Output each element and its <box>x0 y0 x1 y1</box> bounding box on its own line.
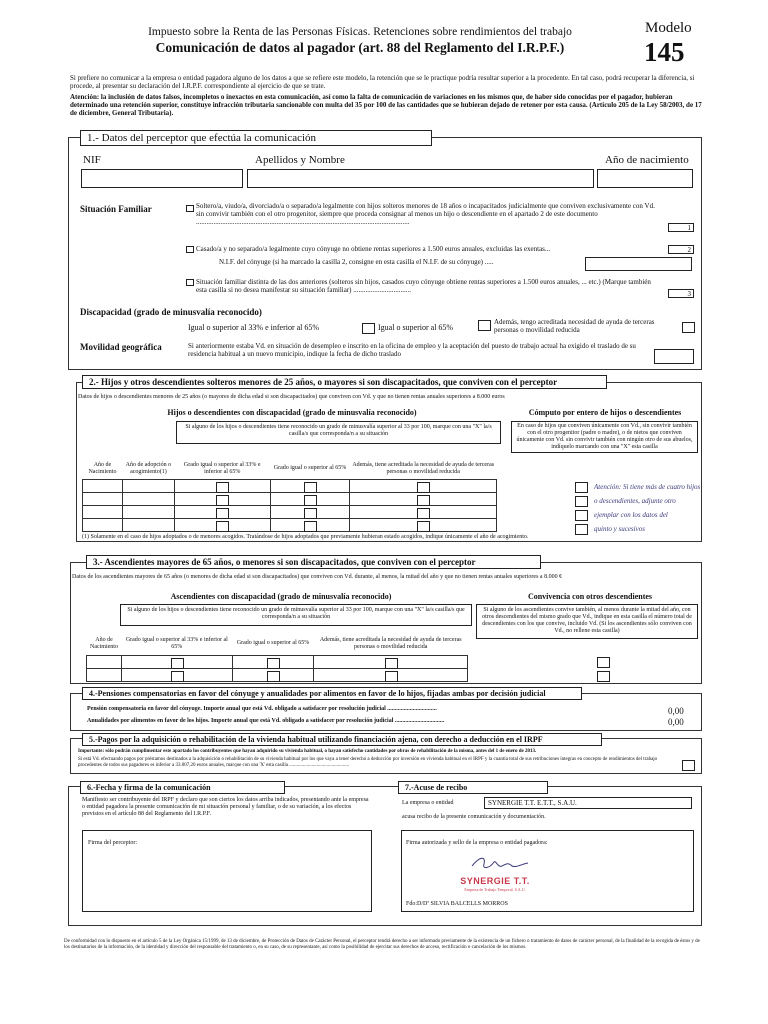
s2-left-sub: Si alguno de los hijos o descendientes tiene reconocido un grado de minusvalía superior al 33 por 100, marque con una "X" la/s casilla/s que corresponda/n a su situación <box>176 421 501 444</box>
firma-perceptor-label: Firma del perceptor: <box>88 840 137 846</box>
checkbox-disc1[interactable] <box>362 323 375 334</box>
s2-cell[interactable] <box>122 492 174 505</box>
checkbox-opt3[interactable] <box>186 279 194 286</box>
disc3-text: Además, tengo acreditada necesidad de ayuda de terceras personas o movilidad reducida <box>494 318 655 334</box>
s2-row <box>83 505 497 518</box>
s4-val1[interactable]: 0,00 <box>668 706 684 716</box>
section-6-title: 6.-Fecha y firma de la comunicación <box>80 781 285 794</box>
casilla-3[interactable]: 3 <box>668 289 694 298</box>
s3-check[interactable] <box>385 671 398 682</box>
nif-field[interactable] <box>81 169 243 188</box>
s2-cell[interactable] <box>83 505 123 518</box>
s7-acusa: acusa recibo de la presente comunicación y documentación. <box>402 814 546 820</box>
checkbox-opt2[interactable] <box>186 246 194 253</box>
s2-col3-header: Grado igual o superior al 33% e inferior al 65% <box>183 461 261 475</box>
s2-check[interactable] <box>417 495 430 506</box>
s2-cell[interactable] <box>83 518 123 531</box>
casilla-2[interactable]: 2 <box>668 245 694 254</box>
s3-col2-header: Grado igual o superior al 33% e inferior al 65% <box>125 636 228 650</box>
nif-label: NIF <box>83 154 101 166</box>
s2-check[interactable] <box>417 482 430 493</box>
section-2-title: 2.- Hijos y otros descendientes solteros menores de 25 años, o mayores si son discapacitados, que conviven con el perceptor <box>82 375 607 389</box>
page-title: Comunicación de datos al pagador (art. 88 del Reglamento del I.R.P.F.) <box>155 40 565 55</box>
s3-check[interactable] <box>171 671 184 682</box>
s2-check[interactable] <box>304 521 317 532</box>
s2-cell[interactable] <box>122 518 174 531</box>
checkbox-vivienda[interactable] <box>682 760 695 771</box>
modelo-number: 145 <box>644 37 685 67</box>
s2-cell[interactable] <box>122 479 174 492</box>
opt2-text: Casado/a y no separado/a legalmente cuyo cónyuge no obtiene rentas superiores a 1.500 euros anuales, excluidas las exentas... <box>196 245 551 253</box>
s2-cell[interactable] <box>83 492 123 505</box>
s7-empresa-field[interactable]: SYNERGIE T.T. E.T.T., S.A.U. <box>484 797 692 809</box>
s7-empresa-label: La empresa o entidad <box>402 800 454 806</box>
opt3-text: Situación familiar distinta de las dos anteriores (solteros sin hijos, casados cuyo cónyuge obtiene rentas superiores a 1.500 euros anuales, ... etc.) (Marque también esta casilla si no desea manifestar su situación familiar) ................................. <box>196 278 651 294</box>
movilidad-text: Si anteriormente estaba Vd. en situación de desempleo e inscrito en la oficina de empleo y la aceptación del puesto de trabajo actual ha exigido el traslado de su residencia habitual a un nuevo municipio, indique la fecha de dicho traslado <box>188 342 636 358</box>
s2-left-title: Hijos o descendientes con discapacidad (grado de minusvalía reconocido) <box>167 408 417 417</box>
firma-empresa-label: Firma autorizada y sello de la empresa o entidad pagadora: <box>406 840 548 846</box>
casilla-1[interactable]: 1 <box>668 223 694 232</box>
header-line1: Impuesto sobre la Renta de las Personas Físicas. Retenciones sobre rendimientos del trabajo <box>148 26 572 38</box>
s3-check[interactable] <box>385 658 398 669</box>
s2-row <box>83 479 497 492</box>
s2-check[interactable] <box>304 495 317 506</box>
s6-text: Manifiesto ser contribuyente del IRPF y declaro que son ciertos los datos arriba indicados, presentando ante la empresa o entidad pagadora la presente comunicación de mi situación personal y familiar, o de su variación, a los efectos previstos en el artículo 88 del Reglamento del I.R.P.F. <box>82 797 369 817</box>
s2-check[interactable] <box>417 521 430 532</box>
disc2-text: Igual o superior al 65% <box>378 323 454 332</box>
s3-check[interactable] <box>267 658 280 669</box>
s3-left-title: Ascendientes con discapacidad (grado de minusvalía reconocido) <box>170 592 392 601</box>
handwritten-note <box>594 480 700 536</box>
checkbox-disc3[interactable] <box>682 322 695 333</box>
checkbox-opt1[interactable] <box>186 205 194 212</box>
s2-col5-header: Además, tiene acreditada la necesidad de ayuda de terceras personas o movilidad reducida <box>352 461 495 475</box>
s2-row <box>83 492 497 505</box>
s3-row <box>87 668 468 681</box>
opt2b-text: N.I.F. del cónyuge (si ha marcado la casilla 2, consigne en esta casilla el N.I.F. de su cónyuge) ..... <box>219 258 494 266</box>
s2-right-check-3[interactable] <box>575 510 588 521</box>
s2-check[interactable] <box>304 508 317 519</box>
s2-check[interactable] <box>417 508 430 519</box>
section-5-title: 5.-Pagos por la adquisición o rehabilitación de la vivienda habitual utilizando financiación ajena, con derecho a deducción en el IRPF <box>82 733 602 746</box>
s2-row <box>83 518 497 531</box>
s3-right-check-1[interactable] <box>597 657 610 668</box>
apellidos-field[interactable] <box>247 169 594 188</box>
hand-line-4: quinto y sucesivos <box>594 525 645 533</box>
s2-col1-header: Año de Nacimiento <box>88 461 117 475</box>
s5-important: Importante: sólo podrán cumplimentar este apartado los contribuyentes que hayan adquirido su vivienda habitual, o hayan satisfecho cantidades por obras de rehabilitación de la misma, antes del 1 de enero de 2013. <box>78 749 537 754</box>
s3-check[interactable] <box>171 658 184 669</box>
nif-conyuge-field[interactable] <box>585 257 692 271</box>
section-7-title: 7.-Acuse de recibo <box>398 781 548 794</box>
s2-check[interactable] <box>216 495 229 506</box>
s2-right-sub: En caso de hijos que conviven únicamente con Vd., sin convivir también con el otro progenitor (padre o madre), o de nietos que conviven únicamente con Vd. sin convivir también con ningún otro de sus abuelos, indíquelo marcando con una "X" esta casilla <box>511 421 698 453</box>
s2-right-check-1[interactable] <box>575 482 588 493</box>
s3-table <box>86 633 468 682</box>
anio-label: Año de nacimiento <box>605 154 689 166</box>
signature-mark <box>470 854 530 872</box>
disc1-text: Igual o superior al 33% e inferior al 65% <box>188 323 320 332</box>
stamp-name: SYNERGIE T.T. <box>460 876 530 886</box>
apellidos-label: Apellidos y Nombre <box>255 154 345 166</box>
hand-line-2: o descendientes, adjunte otro <box>594 497 676 505</box>
checkbox-disc2[interactable] <box>478 320 491 331</box>
footer-legal: De conformidad con lo dispuesto en el artículo 5 de la Ley Orgánica 15/1999, de 13 de diciembre, de Protección de Datos de Carácter Personal, el perceptor tendrá derecho a ser informado previamente de la existencia de un fichero o tratamiento de datos de carácter personal, de la finalidad de la recogida de éstos y de los destinatarios de la información, de la identidad y dirección del responsable del tratamiento o, en su caso, de su representante, así como la posibilidad de ejercitar sus derechos de acceso, rectificación o cancelación de los mismos. <box>64 939 700 951</box>
s4-val2[interactable]: 0,00 <box>668 717 684 727</box>
s3-cell[interactable] <box>87 655 122 668</box>
s3-cell[interactable] <box>87 668 122 681</box>
opt1-text: Soltero/a, viudo/a, divorciado/a o separado/a legalmente con hijos solteros menores de 18 años o incapacitados judicialmente que conviven exclusivamente con Vd. sin convivir también con el otro progenitor, siempre que proceda consignar al menos un hijo o descendiente en el apartado 2 de este documento .......................................................................................................................... <box>196 202 655 226</box>
s3-check[interactable] <box>267 671 280 682</box>
s3-col3-header: Grado igual o superior al 65% <box>236 640 310 647</box>
s2-col2-header: Año de adopción o acogimiento(1) <box>125 461 172 475</box>
discapacidad-label: Discapacidad (grado de minusvalía reconocido) <box>80 307 262 317</box>
s2-right-title: Cómputo por entero de hijos o descendientes <box>528 408 682 417</box>
section-4-title: 4.-Pensiones compensatorias en favor del cónyuge y anualidades por alimentos en favor de lo hijos, fijadas ambas por decisión judicial <box>82 687 582 700</box>
s7-fdo: Fdo:D/Dª SILVIA BALCELLS MORROS <box>406 901 508 907</box>
s2-footnote: (1) Solamente en el caso de hijos adoptados o de menores acogidos. Tratándose de hijos adoptados que previamente hubieran estado acogidos, indique únicamente el año de acogimiento. <box>82 534 529 540</box>
s3-right-sub: Si alguno de los ascendientes convive también, al menos durante la mitad del año, con otros descendientes del mismo grado que Vd., indique en esta casilla el número total de descendientes con los que convive, incluido Vd. (Si los ascendientes sólo conviven con Vd., no rellene esta casilla) <box>476 604 698 639</box>
section-1-title: 1.- Datos del perceptor que efectúa la comunicación <box>80 130 432 146</box>
s2-check[interactable] <box>216 482 229 493</box>
section-3-intro: Datos de los ascendientes mayores de 65 años (o menores de dicha edad si son discapacitados) que conviven con Vd. durante, al menos, la mitad del año y que no tienen rentas anuales superiores a 8.000 € <box>72 574 563 580</box>
s5-text: Si está Vd. efectuando pagos por préstamos destinados a la adquisición o rehabilitación de su vivienda habitual por los que vaya a tener derecho a deducción por inversión en vivienda habitual en el IRPF y la cuantía total de sus retribuciones íntegras en concepto de rendimientos del trabajo procedentes de todos sus pagadores es inferior a 33.007,20 euros anuales, marque con una 'X' esta casilla ................................................ <box>78 757 658 768</box>
hand-line-3: ejemplar con los datos del <box>594 511 668 519</box>
s2-check[interactable] <box>216 521 229 532</box>
modelo-label: Modelo <box>645 20 692 36</box>
fecha-traslado-field[interactable] <box>654 349 694 364</box>
s2-check[interactable] <box>216 508 229 519</box>
intro-paragraph: Si prefiere no comunicar a la empresa o entidad pagadora alguno de los datos a que se refiere este modelo, la retención que se le practique podría resultar superior a la procedente. En tal caso, podrá recuperar la diferencia, si procede, al presentar su declaración del I.R.P.F. correspondiente al ejercicio de que se trate. <box>70 74 695 90</box>
s3-right-check-2[interactable] <box>597 671 610 682</box>
hand-line-1: Atención: Si tiene más de cuatro hijos <box>594 483 701 491</box>
intro-warning: Atención: la inclusión de datos falsos, incompletos o inexactos en esta comunicación, así como la falta de comunicación de variaciones en los mismos que, de haber sido conocidas por el pagador, hubieran determinado una retención superior, constituye infracción tributaria sancionable con multa del 35 por 100 de las cantidades que se hubieran dejado de retener por esta causa. (Artículo 205 de la Ley 58/2003, de 17 de diciembre, General Tributaria). <box>70 93 702 117</box>
s4-line2: Anualidades por alimentos en favor de los hijos. Importe anual que está Vd. obligado a satisfacer por resolución judicial ................................. <box>87 718 445 724</box>
s3-right-title: Convivencia con otros descendientes <box>527 592 653 601</box>
s3-col1-header: Año de Nacimiento <box>89 636 118 650</box>
s2-cell[interactable] <box>83 479 123 492</box>
situacion-label: Situación Familiar <box>80 204 152 214</box>
section-2-intro: Datos de hijos o descendientes menores de 25 años (o mayores de dicha edad si son discapacitados) que conviven con Vd. y que no tienen rentas anuales superiores a 8.000 euros <box>78 394 505 400</box>
s3-left-sub: Si alguno de los hijos o descendientes tiene reconocido un grado de minusvalía superior al 33 por 100, marque con una "X" la/s casilla/s que corresponda/n a su situación <box>120 604 472 626</box>
s3-col4-header: Además, tiene acreditada la necesidad de ayuda de terceras personas o movilidad reducida <box>319 636 462 650</box>
s2-col4-header: Grado igual o superior al 65% <box>273 465 347 472</box>
movilidad-label: Movilidad geográfica <box>80 342 162 352</box>
s3-row <box>87 655 468 668</box>
s4-line1: Pensión compensatoria en favor del cónyuge. Importe anual que está Vd. obligado a satisfacer por resolución judicial ................................. <box>87 706 437 712</box>
s2-check[interactable] <box>304 482 317 493</box>
anio-field[interactable] <box>597 169 693 188</box>
s2-cell[interactable] <box>122 505 174 518</box>
s2-table <box>82 459 497 532</box>
stamp-sub: Empresa de Trabajo Temporal, S.A.U. <box>464 887 526 892</box>
section-3-title: 3.- Ascendientes mayores de 65 años, o menores si son discapacitados, que conviven con el perceptor <box>86 555 541 569</box>
s2-right-check-2[interactable] <box>575 496 588 507</box>
